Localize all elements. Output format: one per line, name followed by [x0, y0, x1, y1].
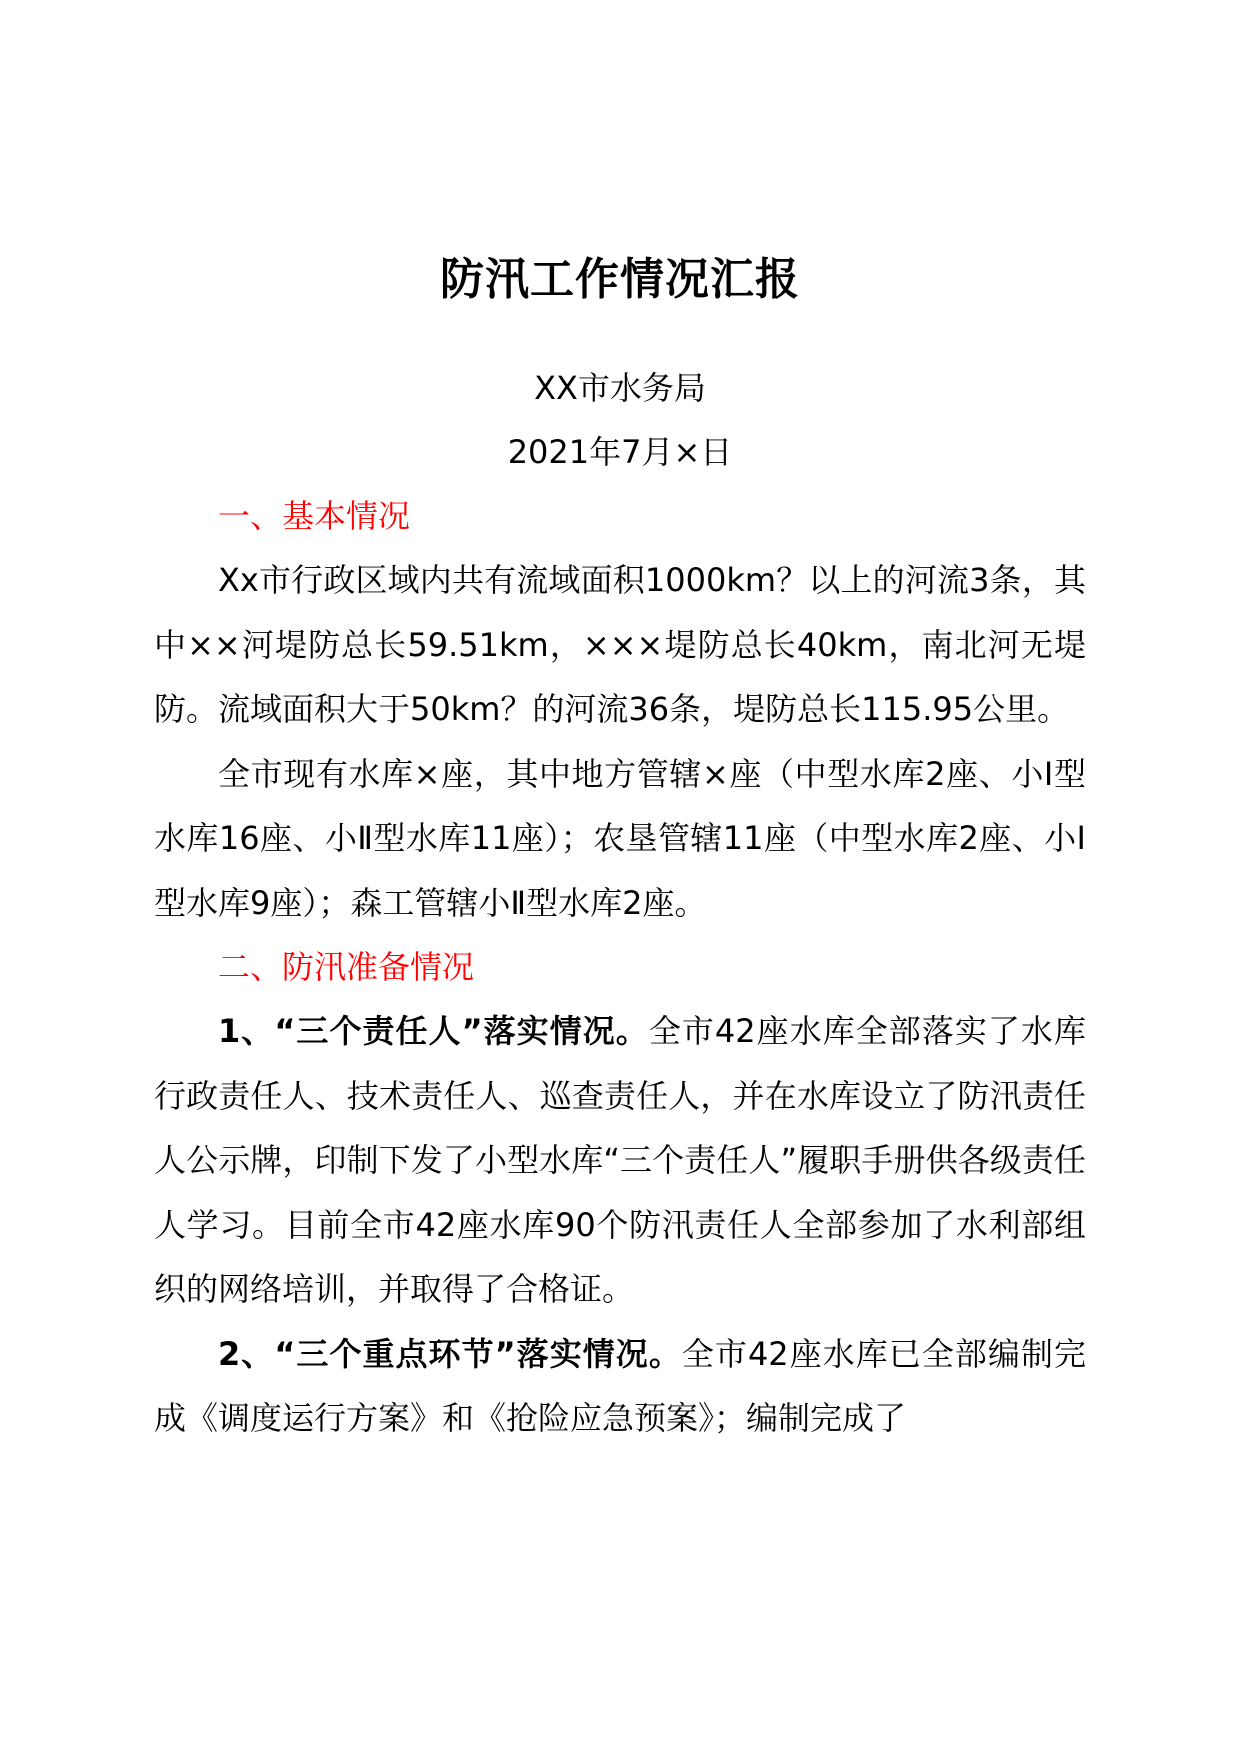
- report-date: 2021年7月×日: [507, 433, 733, 471]
- paragraph-reservoirs: 全市现有水库×座，其中地方管辖×座（中型水库2座、小Ⅰ型水库16座、小Ⅱ型水库11座）；农垦管辖11座（中型水库2座、小Ⅰ型水库9座）；森工管辖小Ⅱ型水库2座。: [154, 754, 1086, 922]
- paragraph-responsible-persons: [154, 999, 1086, 1322]
- section-heading-preparation: 二、防汛准备情况: [218, 948, 475, 986]
- item-text-responsible-persons: 全市42座水库全部落实了水库行政责任人、技术责任人、巡查责任人，并在水库设立了防汛责任人公示牌，印制下发了小型水库“三个责任人”履职手册供各级责任人学习。目前全市42座水库90个防汛责任人全部参加了水利部组织的网络培训，并取得了合格证。: [154, 1012, 1086, 1308]
- document-title: 防汛工作情况汇报: [440, 254, 800, 305]
- paragraph-rivers: Xx市行政区域内共有流域面积1000km？以上的河流3条，其中××河堤防总长59.51km，×××堤防总长40km，南北河无堤防。流域面积大于50km？的河流36条，堤防总长115.95公里。: [154, 561, 1086, 728]
- document-body: [154, 248, 1086, 1451]
- organization-name: XX市水务局: [534, 369, 706, 407]
- paragraph-key-links: [154, 1322, 1086, 1451]
- section-heading-basic: 一、基本情况: [218, 497, 411, 535]
- item-lead-responsible-persons: 1、“三个责任人”落实情况。: [218, 1012, 649, 1050]
- item-text-key-links: 全市42座水库已全部编制完成《调度运行方案》和《抢险应急预案》；编制完成了: [154, 1334, 1086, 1437]
- item-lead-key-links: 2、“三个重点环节”落实情况。: [218, 1334, 682, 1373]
